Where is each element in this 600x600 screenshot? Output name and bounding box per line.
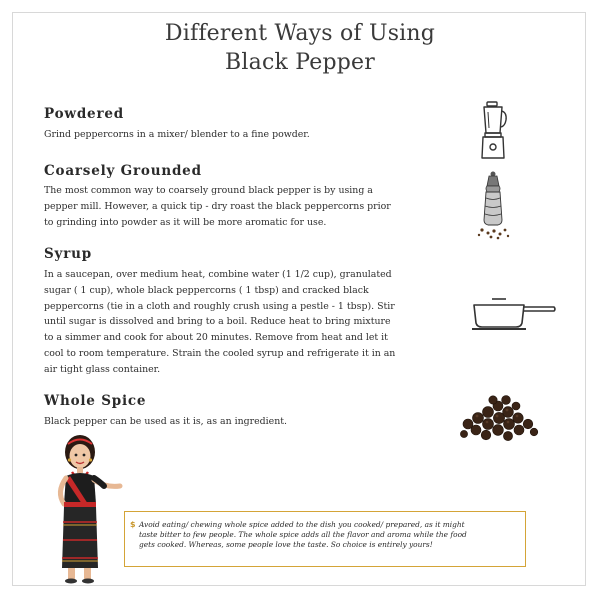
tip-note-box — [124, 511, 526, 567]
saucepan-icon — [470, 293, 558, 333]
note-line: gets cooked. Whereas, some people love the taste. So choice is entirely yours! — [139, 540, 433, 549]
note-line: Avoid eating/ chewing whole spice added to the dish you cooked/ prepared, as it might — [139, 520, 465, 529]
body-line: cool to room temperature. Strain the cooled syrup and refrigerate it in an — [44, 347, 396, 359]
page-title-line-2: Black Pepper — [225, 50, 375, 75]
section-heading-coarsely-grounded: Coarsely Grounded — [44, 163, 202, 179]
body-line: to a simmer and cook for about 20 minutes. Remove from heat and let it — [44, 332, 388, 344]
pepper-mill-icon — [470, 170, 516, 242]
section-heading-powdered: Powdered — [44, 106, 124, 122]
body-line: peppercorns (tie in a cloth and roughly crush using a pestle - 1 tbsp). Stir — [44, 300, 395, 312]
section-body-powdered — [44, 127, 394, 143]
page-title-line-1: Different Ways of Using — [164, 21, 436, 46]
section-body-coarsely-grounded — [44, 183, 420, 230]
peppercorns-icon — [456, 384, 542, 442]
note-line: taste bitter to few people. The whole spice adds all the flavor and aroma while the food — [139, 530, 467, 539]
tip-note-text — [139, 520, 519, 550]
section-heading-whole-spice: Whole Spice — [44, 393, 147, 409]
body-line: sugar ( 1 cup), whole black peppercorns ( 1 tbsp) and cracked black — [44, 284, 369, 296]
body-line: air tight glass container. — [44, 363, 161, 375]
note-bullet-icon: $ — [130, 520, 136, 529]
body-line: In a saucepan, over medium heat, combine water (1 1/2 cup), granulated — [44, 269, 392, 280]
body-line: The most common way to coarsely ground black pepper is by using a — [44, 185, 373, 196]
section-body-syrup — [44, 267, 422, 378]
body-line: Black pepper can be used as it is, as an ingredient. — [44, 416, 287, 427]
body-line: pepper mill. However, a quick tip - dry roast the black peppercorns prior — [44, 200, 391, 212]
body-line: until sugar is dissolved and bring to a boil. Reduce heat to bring mixture — [44, 316, 391, 328]
section-body-whole-spice — [44, 414, 394, 430]
body-line: Grind peppercorns in a mixer/ blender to a fine powder. — [44, 129, 310, 140]
woman-character-illustration — [48, 430, 128, 588]
body-line: to grinding into powder as it will be more aromatic for use. — [44, 216, 327, 228]
blender-icon — [478, 100, 508, 162]
section-heading-syrup: Syrup — [44, 246, 92, 262]
